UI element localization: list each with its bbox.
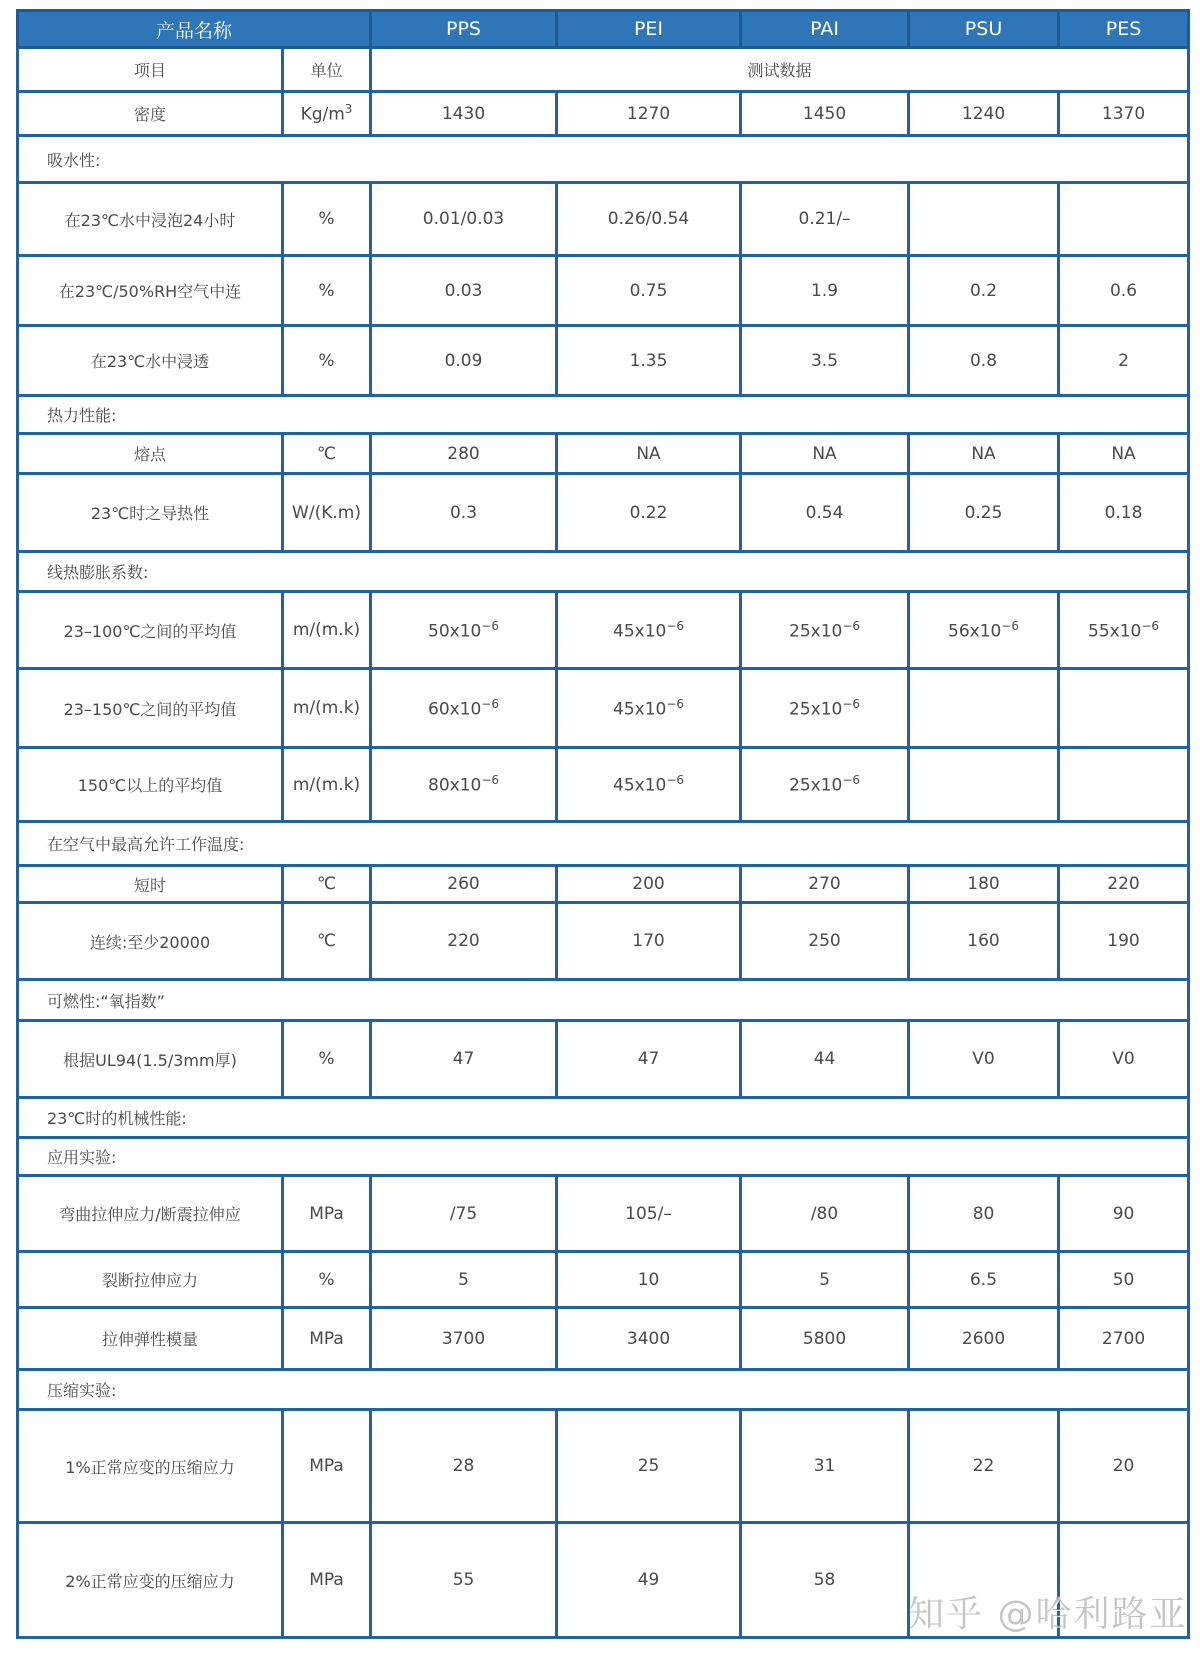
watermark: 知乎 @哈利路亚 [908,1594,1188,1635]
cell-value: 0.75 [557,256,741,326]
cell-value: 1430 [371,92,557,136]
cell-value: 0.25 [909,474,1059,552]
row-unit: ℃ [283,903,371,980]
cell-value: 3400 [557,1308,741,1370]
section-row [18,396,1189,434]
table-row [18,1176,1189,1252]
cell-value: 25 [557,1410,741,1523]
table-row [18,326,1189,396]
cell-value: 28 [371,1410,557,1523]
table-row [18,1308,1189,1370]
cell-value: 1.9 [741,256,909,326]
test-data-header: 测试数据 [371,48,1189,92]
section-row [18,822,1189,866]
row-unit: % [283,1021,371,1098]
row-label: 150℃以上的平均值 [18,748,283,822]
row-label: 根据UL94(1.5/3mm厚) [18,1021,283,1098]
row-unit: W/(K.m) [283,474,371,552]
cell-value: 220 [1059,866,1189,903]
cell-value: 0.54 [741,474,909,552]
cell-value: 2 [1059,326,1189,396]
subheader-row [18,48,1189,92]
row-label: 裂断拉伸应力 [18,1252,283,1308]
cell-value: 200 [557,866,741,903]
cell-value: 5 [371,1252,557,1308]
cell-value: V0 [1059,1021,1189,1098]
cell-value: 250 [741,903,909,980]
cell-value: 3.5 [741,326,909,396]
row-label: 在23℃水中浸透 [18,326,283,396]
table-row [18,1021,1189,1098]
cell-value: 0.18 [1059,474,1189,552]
row-label: 23–100℃之间的平均值 [18,592,283,669]
table-row [18,748,1189,822]
row-unit: % [283,326,371,396]
table-row [18,669,1189,748]
cell-value: 1.35 [557,326,741,396]
table-row [18,866,1189,903]
table-row [18,183,1189,256]
table-row [18,903,1189,980]
cell-value: 0.2 [909,256,1059,326]
row-label: 23–150℃之间的平均值 [18,669,283,748]
row-label: 23℃时之导热性 [18,474,283,552]
row-unit: m/(m.k) [283,592,371,669]
cell-value: $56x10^{-6}$ [909,592,1059,669]
row-label: 在23℃/50%RH空气中连 [18,256,283,326]
section-title: 可燃性:“氧指数” [18,980,1189,1021]
cell-value: 22 [909,1410,1059,1523]
cell-value: $25x10^{-6}$ [741,669,909,748]
row-label: 1%正常应变的压缩应力 [18,1410,283,1523]
cell-value: 1450 [741,92,909,136]
row-label: 2%正常应变的压缩应力 [18,1523,283,1638]
section-title: 在空气中最高允许工作温度: [18,822,1189,866]
cell-value: 2700 [1059,1308,1189,1370]
section-row [18,980,1189,1021]
table-row [18,434,1189,474]
cell-value: 49 [557,1523,741,1638]
cell-value: 270 [741,866,909,903]
material-properties-table [16,9,1190,1639]
cell-value: NA [909,434,1059,474]
cell-value: 10 [557,1252,741,1308]
row-label: 密度 [18,92,283,136]
cell-value [909,183,1059,256]
row-unit: MPa [283,1308,371,1370]
cell-value: 220 [371,903,557,980]
section-row [18,552,1189,592]
table-row [18,1410,1189,1523]
cell-value: /75 [371,1176,557,1252]
cell-value [1059,183,1189,256]
cell-value: 47 [371,1021,557,1098]
material-header: PES [1059,11,1189,48]
cell-value: 90 [1059,1176,1189,1252]
cell-value: 5 [741,1252,909,1308]
cell-value: $45x10^{-6}$ [557,748,741,822]
cell-value: 170 [557,903,741,980]
cell-value: 58 [741,1523,909,1638]
cell-value: $45x10^{-6}$ [557,592,741,669]
cell-value: 47 [557,1021,741,1098]
unit-header: 单位 [283,48,371,92]
row-unit: m/(m.k) [283,669,371,748]
table-row [18,474,1189,552]
cell-value [909,748,1059,822]
row-unit: $Kg/m^3$ [283,92,371,136]
cell-value: 180 [909,866,1059,903]
section-title: 压缩实验: [18,1370,1189,1410]
cell-value: 0.3 [371,474,557,552]
cell-value: 1240 [909,92,1059,136]
section-title: 应用实验: [18,1138,1189,1176]
cell-value: 0.22 [557,474,741,552]
cell-value: 80 [909,1176,1059,1252]
cell-value: 3700 [371,1308,557,1370]
row-unit: % [283,1252,371,1308]
cell-value [1059,748,1189,822]
row-label: 弯曲拉伸应力/断震拉伸应 [18,1176,283,1252]
section-title: 热力性能: [18,396,1189,434]
cell-value: 260 [371,866,557,903]
cell-value: 20 [1059,1410,1189,1523]
cell-value: $45x10^{-6}$ [557,669,741,748]
material-header: PAI [741,11,909,48]
table-row [18,256,1189,326]
row-label: 拉伸弹性模量 [18,1308,283,1370]
material-header: PSU [909,11,1059,48]
row-label: 连续:至少20000 [18,903,283,980]
table-row [18,1252,1189,1308]
cell-value: 1370 [1059,92,1189,136]
cell-value: 0.6 [1059,256,1189,326]
row-unit: MPa [283,1523,371,1638]
cell-value [909,669,1059,748]
cell-value: NA [557,434,741,474]
cell-value: 1270 [557,92,741,136]
row-unit: ℃ [283,866,371,903]
header-row [18,11,1189,48]
cell-value: NA [1059,434,1189,474]
cell-value: 0.8 [909,326,1059,396]
cell-value: 0.01/0.03 [371,183,557,256]
cell-value: 0.26/0.54 [557,183,741,256]
product-name-header: 产品名称 [18,11,371,48]
section-row [18,1370,1189,1410]
row-unit: m/(m.k) [283,748,371,822]
row-label: 短时 [18,866,283,903]
table-row [18,92,1189,136]
cell-value: NA [741,434,909,474]
cell-value: 5800 [741,1308,909,1370]
cell-value: 55 [371,1523,557,1638]
section-title: 吸水性: [18,136,1189,183]
cell-value: 44 [741,1021,909,1098]
section-row [18,1138,1189,1176]
material-header: PEI [557,11,741,48]
cell-value: 0.03 [371,256,557,326]
row-unit: ℃ [283,434,371,474]
section-row [18,136,1189,183]
table-row [18,592,1189,669]
row-label: 在23℃水中浸泡24小时 [18,183,283,256]
cell-value: 105/– [557,1176,741,1252]
cell-value: $25x10^{-6}$ [741,592,909,669]
cell-value: V0 [909,1021,1059,1098]
row-unit: % [283,256,371,326]
row-label: 熔点 [18,434,283,474]
cell-value: 31 [741,1410,909,1523]
row-unit: MPa [283,1176,371,1252]
cell-value: 6.5 [909,1252,1059,1308]
row-unit: MPa [283,1410,371,1523]
cell-value: $55x10^{-6}$ [1059,592,1189,669]
row-unit: % [283,183,371,256]
cell-value: 50 [1059,1252,1189,1308]
cell-value: 0.09 [371,326,557,396]
cell-value: /80 [741,1176,909,1252]
cell-value: $50x10^{-6}$ [371,592,557,669]
section-title: 23℃时的机械性能: [18,1098,1189,1138]
cell-value: $60x10^{-6}$ [371,669,557,748]
section-row [18,1098,1189,1138]
item-header: 项目 [18,48,283,92]
material-header: PPS [371,11,557,48]
cell-value [1059,669,1189,748]
cell-value: $80x10^{-6}$ [371,748,557,822]
cell-value: 280 [371,434,557,474]
cell-value: 2600 [909,1308,1059,1370]
cell-value: 160 [909,903,1059,980]
cell-value: $25x10^{-6}$ [741,748,909,822]
section-title: 线热膨胀系数: [18,552,1189,592]
cell-value: 0.21/– [741,183,909,256]
cell-value: 190 [1059,903,1189,980]
